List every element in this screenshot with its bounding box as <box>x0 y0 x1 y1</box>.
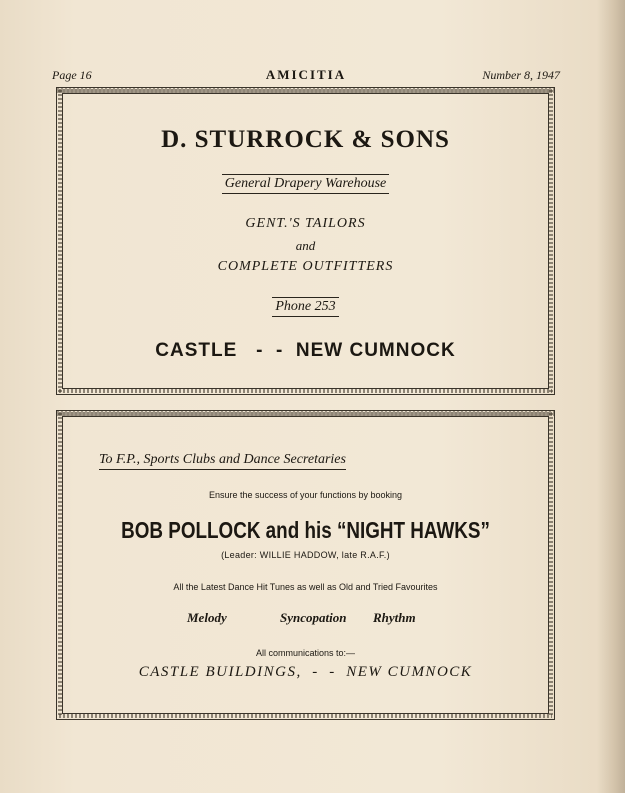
page-header <box>52 68 560 86</box>
repertoire-line: All the Latest Dance Hit Tunes as well as Old and Tried Favourites <box>173 582 438 592</box>
tagline-wrapper <box>57 174 554 194</box>
music-styles <box>187 610 437 630</box>
service-line-1: GENT.'S TAILORS <box>245 216 366 231</box>
page-spine-shadow <box>597 0 625 793</box>
leader-line: (Leader: WILLIE HADDOW, late R.A.F.) <box>221 550 390 560</box>
service-line-2: and <box>295 238 316 253</box>
style-syncopation: Syncopation <box>280 610 347 625</box>
communications-line: All communications to:— <box>255 648 356 658</box>
band-name: BOB POLLOCK and his “NIGHT HAWKS” <box>121 517 490 543</box>
issue-number: Number 8, 1947 <box>482 68 560 82</box>
sturrock-advertisement <box>56 87 555 395</box>
firm-address: CASTLE - - NEW CUMNOCK <box>155 340 456 361</box>
phone-number: Phone 253 <box>272 297 338 317</box>
firm-name: D. STURROCK & SONS <box>161 126 450 153</box>
phone-wrapper <box>57 297 554 317</box>
band-advertisement <box>56 410 555 720</box>
style-melody: Melody <box>187 610 227 625</box>
magazine-title: AMICITIA <box>265 67 347 82</box>
audience-line: To F.P., Sports Clubs and Dance Secretaries <box>99 452 346 470</box>
tagline: General Drapery Warehouse <box>222 174 390 194</box>
page-number: Page 16 <box>52 68 92 82</box>
style-rhythm: Rhythm <box>373 610 416 625</box>
ensure-line: Ensure the success of your functions by booking <box>208 490 403 500</box>
band-address: CASTLE BUILDINGS, - - NEW CUMNOCK <box>138 664 473 680</box>
service-line-3: COMPLETE OUTFITTERS <box>217 259 394 274</box>
